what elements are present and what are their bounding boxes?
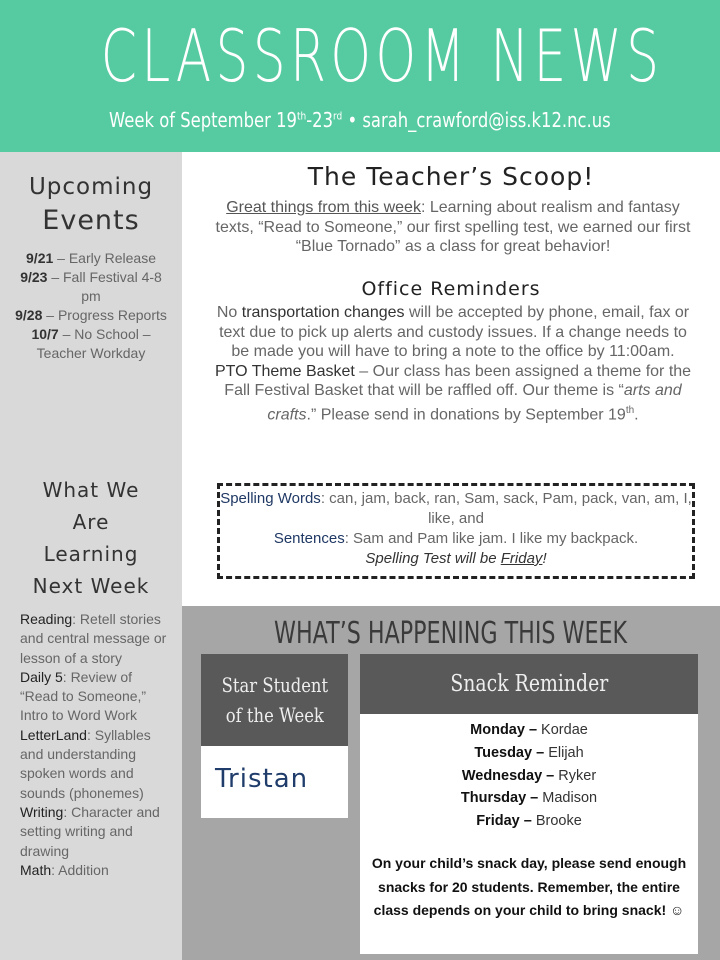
upcoming-word: Upcoming <box>28 174 154 200</box>
spelling-sentences: Sentences: Sam and Pam like jam. I like my backpack. <box>273 530 639 547</box>
week-sup-th: th <box>297 109 307 123</box>
event-item: 9/28 – Progress Reports <box>15 307 167 323</box>
newsletter-title: CLASSROOM NEWS <box>100 14 664 98</box>
spelling-test-note: Spelling Test will be Friday! <box>365 550 547 567</box>
week-mid: -23 <box>306 108 334 132</box>
transportation-paragraph: No transportation changes will be accepted by phone, email, fax or text due to pick up alerts and custody issues. If a change needs to be made you will have to bring a note to the office by 11:00am. <box>216 304 690 361</box>
learning-item: Reading: Retell stories and central message or lesson of a story <box>20 611 167 666</box>
upcoming-events-heading <box>0 170 182 238</box>
pto-basket-paragraph: PTO Theme Basket – Our class has been assigned a theme for the Fall Festival Basket that will be raffled off. Our theme is “arts and crafts.” Please send in donations by September 19th. <box>214 362 692 424</box>
office-reminders-text <box>208 303 698 425</box>
whats-happening-heading: WHAT’S HAPPENING THIS WEEK <box>274 616 628 651</box>
star-student-card <box>201 654 348 818</box>
separator-dot: • <box>342 108 363 132</box>
week-sup-rd: rd <box>333 109 343 123</box>
snack-row: Friday – Brooke <box>476 813 582 830</box>
snack-reminder-card <box>360 654 698 954</box>
header-banner <box>0 0 720 152</box>
left-sidebar <box>0 152 182 960</box>
week-prefix: Week of September 19 <box>109 108 298 132</box>
learning-item: Writing: Character and setting writing and drawing <box>20 803 160 859</box>
learning-item: Daily 5: Review of “Read to Someone,” Intro to Word Work <box>20 668 147 724</box>
spelling-words: Spelling Words: can, jam, back, ran, Sam, sack, Pam, pack, van, am, I, like, and <box>220 490 692 527</box>
spelling-box <box>217 483 695 579</box>
teachers-scoop-heading: The Teacher’s Scoop! <box>307 162 595 191</box>
snack-note: On your child’s snack day, please send enough snacks for 20 students. Remember, the entire class depends on your child to bring snack! ☺ <box>371 855 687 918</box>
event-item: 9/23 – Fall Festival 4-8 pm <box>20 269 162 304</box>
scoop-lead: Great things from this week <box>226 199 421 216</box>
star-student-name: Tristan <box>215 764 309 794</box>
office-reminders-heading: Office Reminders <box>361 278 541 300</box>
snack-row: Wednesday – Ryker <box>461 767 597 784</box>
teacher-email[interactable]: sarah_crawford@iss.k12.nc.us <box>362 108 611 132</box>
snack-row: Tuesday – Elijah <box>474 744 584 761</box>
learning-next-week-heading: What We Are Learning Next Week <box>32 478 150 598</box>
star-student-title: Star Student of the Week <box>201 654 348 746</box>
whats-happening-section <box>182 606 720 960</box>
events-list <box>14 249 168 363</box>
snack-row: Thursday – Madison <box>460 790 598 807</box>
learning-list <box>20 610 170 880</box>
learning-item: Math: Addition <box>20 861 109 878</box>
snack-schedule <box>360 719 698 833</box>
snack-row: Monday – Kordae <box>470 722 588 738</box>
learning-item: LetterLand: Syllables and understanding spoken words and sounds (phonemes) <box>20 726 151 801</box>
event-item: 10/7 – No School – Teacher Workday <box>31 326 151 361</box>
snack-reminder-title: Snack Reminder <box>360 654 698 714</box>
week-line <box>0 108 720 132</box>
teachers-scoop-text: Great things from this week: Learning about realism and fantasy texts, “Read to Someone,” our first spelling test, we earned our first “Blue Tornado” as a class for great behavior! <box>215 199 691 255</box>
events-word: Events <box>42 205 140 236</box>
event-item: 9/21 – Early Release <box>26 250 156 266</box>
